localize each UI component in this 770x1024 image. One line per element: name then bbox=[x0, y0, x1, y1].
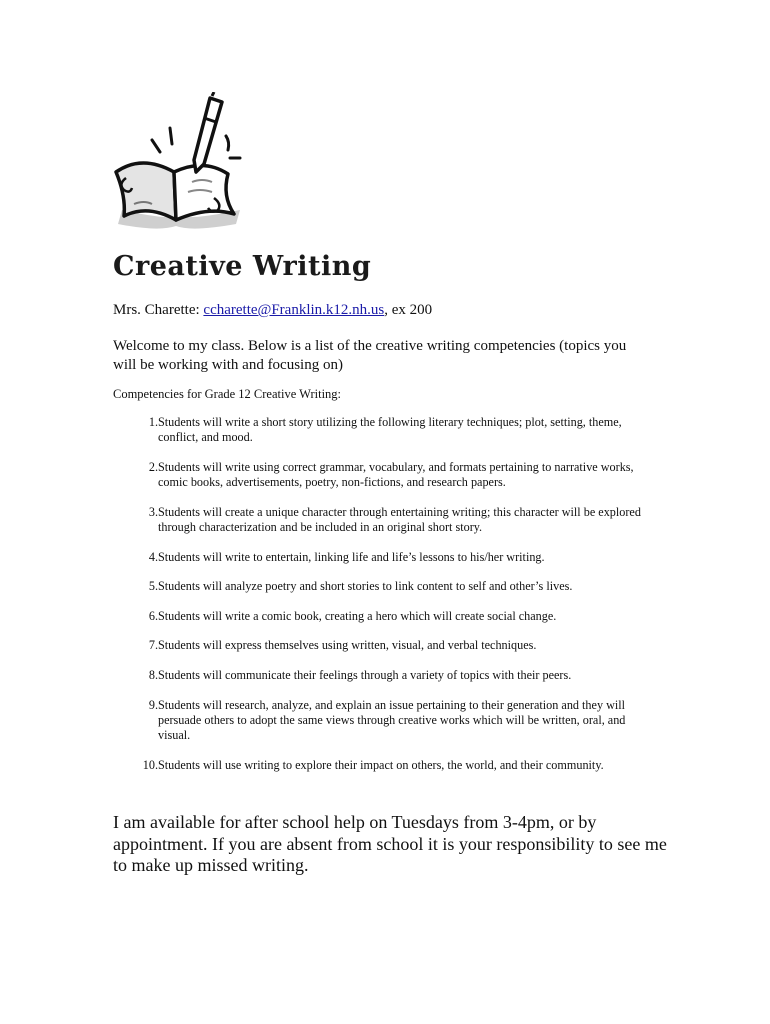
list-item bbox=[113, 460, 653, 491]
list-item bbox=[113, 609, 653, 624]
list-item bbox=[113, 758, 653, 773]
list-item-text: Students will write a short story utilizing the following literary techniques; plot, setting, theme, conflict, and mood. bbox=[158, 415, 622, 445]
competencies-heading: Competencies for Grade 12 Creative Writing: bbox=[113, 387, 342, 401]
page-title: Creative Writing bbox=[113, 251, 372, 282]
teacher-name: Mrs. Charette: bbox=[113, 302, 204, 318]
list-item bbox=[113, 550, 653, 565]
list-item-text: Students will research, analyze, and explain an issue pertaining to their generation and they will persuade others to adopt the same views through creative works which will be written, oral, and visual. bbox=[158, 697, 626, 743]
list-item-text: Students will use writing to explore their impact on others, the world, and their community. bbox=[158, 757, 604, 772]
availability-paragraph: I am available for after school help on Tuesdays from 3-4pm, or by appointment. If you are absent from school it is your responsibility to see me to make up missed writing. bbox=[113, 812, 667, 875]
list-item bbox=[113, 638, 653, 653]
competencies-list bbox=[113, 415, 653, 787]
list-item-text: Students will create a unique character through entertaining writing; this character will be explored through characterization and be included in an original short story. bbox=[158, 504, 641, 535]
teacher-extension: , ex 200 bbox=[384, 302, 433, 318]
list-item-number: 8. bbox=[148, 668, 158, 683]
list-item-number: 7. bbox=[148, 638, 158, 653]
list-item bbox=[113, 505, 653, 536]
list-item-number: 1. bbox=[148, 415, 158, 429]
welcome-paragraph: Welcome to my class. Below is a list of the creative writing competencies (topics you will be working with and focusing on) bbox=[113, 338, 627, 373]
open-book-and-pen-clipart-icon bbox=[108, 92, 244, 232]
list-item-number: 4. bbox=[148, 549, 158, 564]
list-item-number: 2. bbox=[148, 459, 158, 474]
list-item-text: Students will analyze poetry and short stories to link content to self and other’s lives. bbox=[158, 579, 573, 594]
list-item-text: Students will write to entertain, linking life and life’s lessons to his/her writing. bbox=[158, 549, 545, 564]
list-item-text: Students will write a comic book, creating a hero which will create social change. bbox=[158, 608, 557, 623]
list-item-number: 3. bbox=[148, 504, 158, 519]
list-item bbox=[113, 579, 653, 594]
list-item bbox=[113, 698, 653, 744]
list-item bbox=[113, 668, 653, 683]
list-item-number: 9. bbox=[148, 697, 158, 712]
list-item bbox=[113, 415, 653, 446]
list-item-number: 6. bbox=[148, 608, 158, 623]
list-item-text: Students will write using correct grammar, vocabulary, and formats pertaining to narrative works, comic books, advertisements, poetry, non-fictions, and research papers. bbox=[158, 459, 634, 490]
teacher-contact bbox=[113, 302, 432, 319]
list-item-number: 5. bbox=[148, 579, 158, 594]
list-item-text: Students will communicate their feelings through a variety of topics with their peers. bbox=[158, 668, 572, 683]
list-item-text: Students will express themselves using written, visual, and verbal techniques. bbox=[158, 638, 537, 653]
list-item-number: 10. bbox=[142, 757, 158, 772]
teacher-email-link[interactable]: ccharette@Franklin.k12.nh.us bbox=[203, 302, 385, 318]
